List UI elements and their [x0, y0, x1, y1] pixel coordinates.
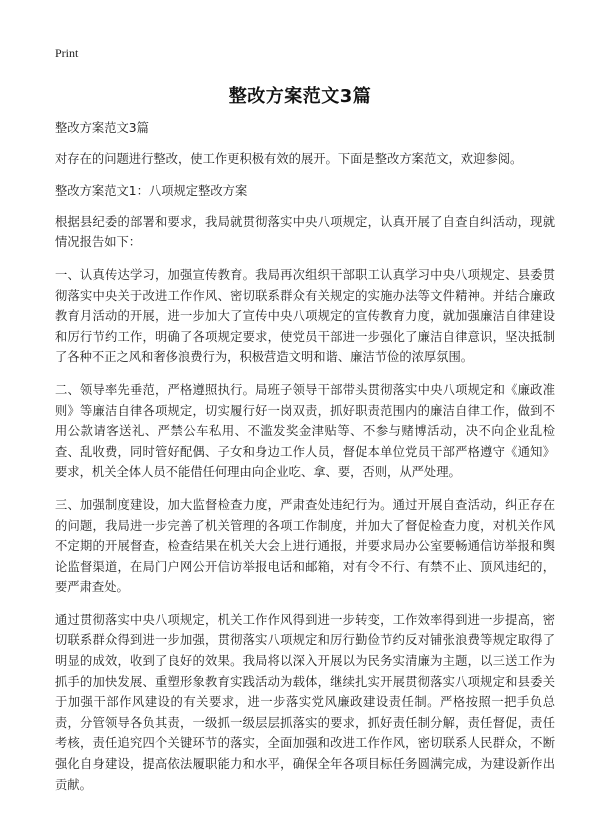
paragraph-point-three: 三、加强制度建设，加大监督检查力度，严肃查处违纪行为。通过开展自查活动，纠正存在的问题，我局进一步完善了机关管理的各项工作制度，并加大了督促检查力度，对机关作风不定期的开展督查，检查结果在机关大会上进行通报，并要求局办公室要畅通信访举报和舆论监督渠道，在局门户网公开信访举报电话和邮箱，对有令不行、有禁不止、顶风违纪的，要严肃查处。 [55, 497, 555, 595]
paragraph-preface: 根据县纪委的部署和要求，我局就贯彻落实中央八项规定，认真开展了自查自纠活动，现就情况报告如下： [55, 214, 555, 250]
paragraph-subtitle: 整改方案范文3篇 [55, 121, 149, 135]
print-link[interactable]: Print [55, 46, 79, 60]
paragraph-section-heading: 整改方案范文1：八项规定整改方案 [55, 184, 248, 199]
paragraph-point-two: 二、领导率先垂范，严格遵照执行。局班子领导干部带头贯彻落实中央八项规定和《廉政准则》等廉洁自律各项规定，切实履行好一岗双责，抓好职责范围内的廉洁自律工作，做到不用公款请客送礼、严禁公车私用、不滥发奖金津贴等、不参与赌博活动，决不向企业乱检查、乱收费，同时管好配偶、子女和身边工作人员，督促本单位党员干部严格遵守《通知》要求，机关全体人员不能借任何理由向企业吃、拿、要，否则，从严处理。 [55, 382, 555, 480]
paragraph-intro: 对存在的问题进行整改，使工作更积极有效的展开。下面是整改方案范文，欢迎参阅。 [55, 151, 523, 166]
paragraph-conclusion: 通过贯彻落实中央八项规定，机关工作作风得到进一步转变，工作效率得到进一步提高，密切联系群众得到进一步加强，贯彻落实八项规定和厉行勤俭节约反对铺张浪费等规定取得了明显的成效，收到了良好的效果。我局将以深入开展以为民务实清廉为主题，以三送工作为抓手的加快发展、重塑形象教育实践活动为载体，继续扎实开展贯彻落实八项规定和县委关于加强干部作风建设的有关要求，进一步落实党风廉政建设责任制。严格按照一把手负总责，分管领导各负其责，一级抓一级层层抓落实的要求，抓好责任制分解，责任督促，责任考核，责任追究四个关键环节的落实，全面加强和改进工作作风，密切联系人民群众，不断强化自身建设，提高依法履职能力和水平，确保全年各项目标任务圆满完成，为建设新作出贡献。 [55, 612, 555, 792]
document-title: 整改方案范文3篇 [228, 86, 372, 107]
paragraph-point-one: 一、认真传达学习，加强宣传教育。我局再次组织干部职工认真学习中央八项规定、县委贯彻落实中央关于改进工作作风、密切联系群众有关规定的实施办法等文件精神。并结合廉政教育月活动的开展，进一步加大了宣传中央八项规定的宣传教育力度，就加强廉洁自律建设和厉行节约工作，明确了各项规定要求，使党员干部进一步强化了廉洁自律意识，坚决抵制了各种不正之风和奢侈浪费行为，积极营造文明和谐、廉洁节俭的浓厚氛围。 [55, 267, 555, 365]
document-body [55, 118, 555, 807]
